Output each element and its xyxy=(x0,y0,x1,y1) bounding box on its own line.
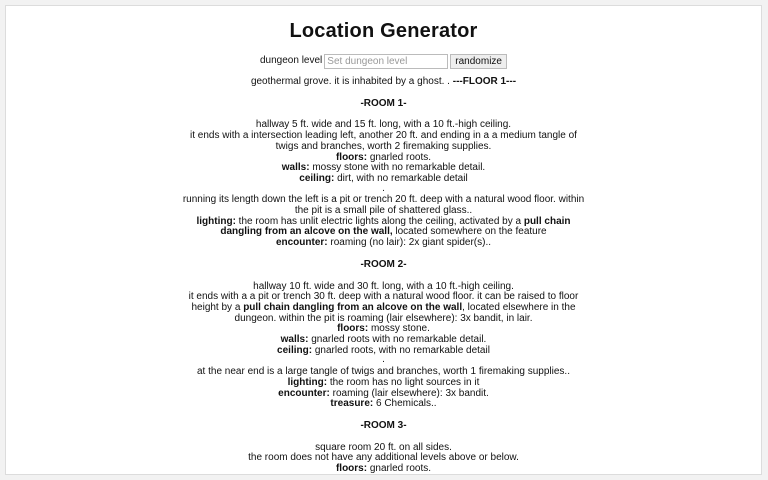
main-content xyxy=(179,19,589,475)
room-2 xyxy=(179,260,589,410)
room-encounter: encounter: roaming (lair elsewhere): 3x bandit. xyxy=(278,387,489,399)
room-description: the room does not have any additional levels above or below. xyxy=(248,452,519,464)
separator: . xyxy=(382,182,385,194)
room-walls: walls: mossy stone with no remarkable detail. xyxy=(281,162,486,174)
room-feature: running its length down the left is a pit or trench 20 ft. deep with a natural wood floor. within the pit is a small pile of shattered glass.. xyxy=(182,194,585,217)
floor-heading: ---FLOOR 1--- xyxy=(452,76,517,87)
separator: . xyxy=(382,354,385,366)
room-treasure: treasure: 6 Chemicals.. xyxy=(330,398,437,410)
room-lighting: lighting: the room has unlit electric lights along the ceiling, activated by a pull chain dangling from an alcove on the wall, located somewhere on the feature xyxy=(196,215,571,238)
room-ceiling: ceiling: gnarled roots, with no remarkable detail xyxy=(277,344,490,356)
room-1 xyxy=(179,99,589,249)
room-size: hallway 10 ft. wide and 30 ft. long, with a 10 ft.-high ceiling. xyxy=(253,280,514,292)
room-floors: floors: gnarled roots. xyxy=(335,151,432,163)
controls-bar xyxy=(179,54,589,69)
intro-text: geothermal grove. it is inhabited by a ghost. . xyxy=(250,76,453,87)
room-3 xyxy=(179,421,589,475)
randomize-button[interactable]: randomize xyxy=(450,54,507,69)
room-size: square room 20 ft. on all sides. xyxy=(315,441,452,453)
dungeon-level-input[interactable] xyxy=(324,54,448,69)
room-title: -ROOM 1- xyxy=(360,97,407,109)
room-floors: floors: mossy stone. xyxy=(337,323,430,335)
room-feature: at the near end is a large tangle of twigs and branches, worth 1 firemaking supplies.. xyxy=(197,366,570,378)
room-description: it ends with a a pit or trench 30 ft. deep with a natural wood floor. it can be raised to floor height by a pull chain dangling from an alcove on the wall, located elsewhere in the dungeon. within the pit is roaming (lair elsewhere): 3x bandit, in lair. xyxy=(188,291,579,324)
location-intro xyxy=(179,77,589,88)
page-card xyxy=(5,5,762,475)
dungeon-level-label: dungeon level xyxy=(260,55,323,67)
room-encounter: encounter: roaming (no lair): 2x giant spider(s).. xyxy=(275,237,492,249)
room-ceiling: ceiling: dirt, with no remarkable detail xyxy=(299,172,468,184)
room-walls: walls: gnarled roots with no remarkable detail. xyxy=(280,334,487,346)
page-title: Location Generator xyxy=(289,20,478,42)
room-title: -ROOM 2- xyxy=(360,258,407,270)
room-floors: floors: gnarled roots. xyxy=(335,463,432,475)
room-size: hallway 5 ft. wide and 15 ft. long, with a 10 ft.-high ceiling. xyxy=(255,119,512,131)
room-title: -ROOM 3- xyxy=(360,419,407,431)
room-lighting: lighting: the room has no light sources in it xyxy=(287,376,480,388)
room-description: it ends with a intersection leading left, another 20 ft. and ending in a a medium tangle of twigs and branches, worth 2 firemaking supplies. xyxy=(190,130,577,152)
